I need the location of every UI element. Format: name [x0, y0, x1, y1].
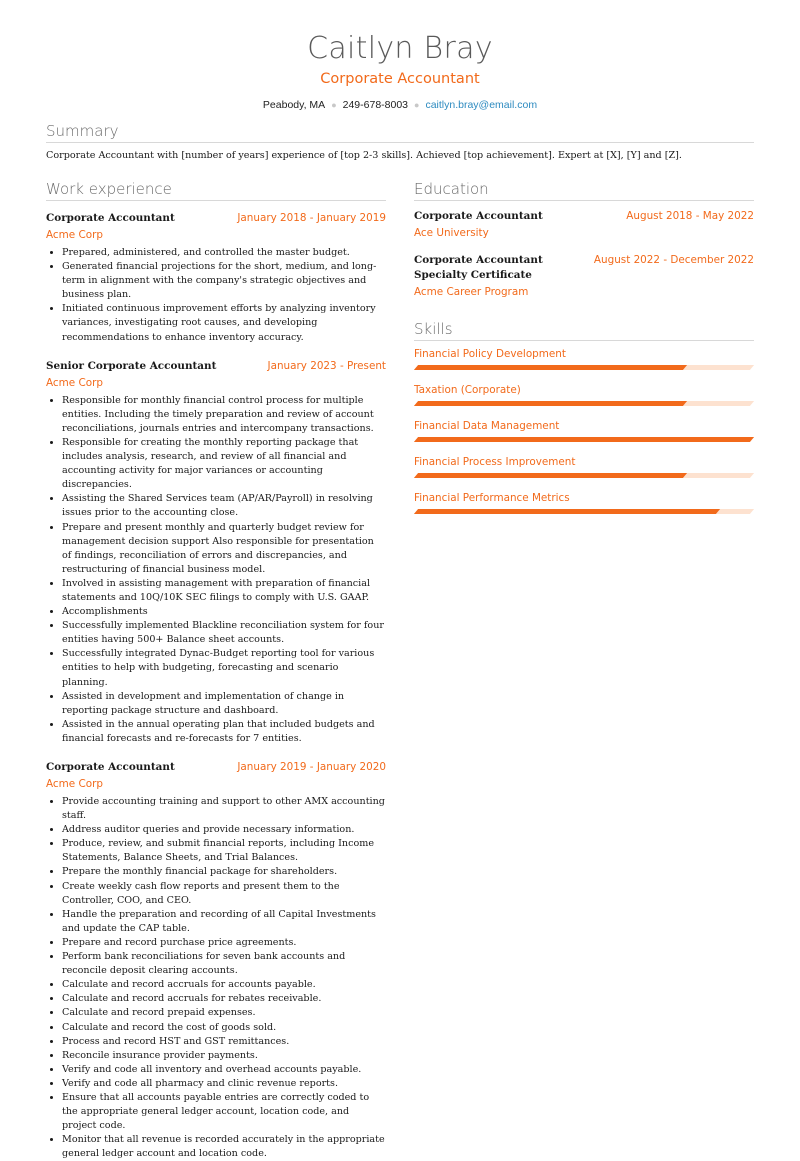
job-bullet: • Generated financial projections for the short, medium, and long-term in alignment with the company's strategic objectives and business plan. [62, 260, 386, 302]
education-title: Education [414, 180, 754, 201]
skill-entry [414, 347, 754, 370]
education-entry [414, 209, 754, 239]
job-bullet: • Prepare the monthly financial package for shareholders. [62, 865, 386, 879]
separator-dot-icon: ● [414, 100, 420, 110]
skill-level-bar [414, 437, 754, 442]
job-bullet: • Address auditor queries and provide necessary information. [62, 823, 386, 837]
job-bullet: • Successfully implemented Blackline reconciliation system for four entities having 500+ Balance sheet accounts. [62, 619, 386, 647]
job-bullet: • Successfully integrated Dynac-Budget reporting tool for various entities to help with budgeting, forecasting and scenario planning. [62, 647, 386, 689]
job-entry [46, 211, 386, 345]
job-bullet: • Verify and code all pharmacy and clinic revenue reports. [62, 1077, 386, 1091]
right-column [414, 180, 754, 514]
job-bullet: • Prepared, administered, and controlled the master budget. [62, 246, 386, 260]
job-bullet-list [46, 795, 386, 1161]
work-experience-column [46, 180, 386, 1161]
skill-level-bar [414, 401, 754, 406]
job-header [46, 760, 386, 774]
skill-level-bar [414, 509, 754, 514]
job-header [46, 359, 386, 373]
skill-entry [414, 383, 754, 406]
skill-name: Financial Data Management [414, 420, 560, 432]
job-bullet: • Calculate and record accruals for rebates receivable. [62, 992, 386, 1006]
skills-title: Skills [414, 320, 754, 341]
job-date: January 2018 - January 2019 [237, 212, 386, 224]
summary-section [46, 122, 754, 163]
skill-name: Financial Policy Development [414, 348, 566, 360]
job-bullet: • Provide accounting training and support to other AMX accounting staff. [62, 795, 386, 823]
education-institution: Acme Career Program [414, 286, 529, 298]
skills-list [414, 347, 754, 514]
skill-level-fill [414, 473, 687, 478]
candidate-name: Caitlyn Bray [307, 31, 493, 66]
job-bullet: • Responsible for monthly financial control process for multiple entities. Including the timely preparation and review of account reconciliations, journals entries and intercompany transactions. [62, 394, 386, 436]
work-experience-title: Work experience [46, 180, 386, 201]
job-title: Senior Corporate Accountant [46, 359, 217, 372]
job-bullet: • Perform bank reconciliations for seven bank accounts and reconcile deposit clearing accounts. [62, 950, 386, 978]
job-bullet: • Initiated continuous improvement efforts by analyzing inventory variances, investigating root causes, and developing recommendations to enhance inventory accuracy. [62, 302, 386, 344]
job-bullet: • Create weekly cash flow reports and present them to the Controller, COO, and CEO. [62, 880, 386, 908]
job-bullet: • Assisted in development and implementation of change in reporting package structure and dashboard. [62, 690, 386, 718]
job-company: Acme Corp [46, 229, 103, 241]
job-bullet: • Monitor that all revenue is recorded accurately in the appropriate general ledger account and location code. [62, 1133, 386, 1161]
job-bullet: • Verify and code all inventory and overhead accounts payable. [62, 1063, 386, 1077]
job-bullet: • Produce, review, and submit financial reports, including Income Statements, Balance Sheets, and Trial Balances. [62, 837, 386, 865]
job-bullet: • Accomplishments [62, 605, 386, 619]
job-list [46, 211, 386, 1161]
skill-entry [414, 455, 754, 478]
education-date: August 2018 - May 2022 [626, 210, 754, 222]
job-bullet-list [46, 394, 386, 746]
skill-level-bar [414, 473, 754, 478]
job-bullet: • Prepare and present monthly and quarterly budget review for management decision support Also responsible for presentation of findings, reconciliation of errors and discrepancies, and restructuring of financial business model. [62, 521, 386, 577]
resume-header [0, 0, 800, 112]
skill-name: Financial Process Improvement [414, 456, 576, 468]
education-date: August 2022 - December 2022 [593, 254, 754, 266]
education-header [414, 253, 754, 283]
skill-level-fill [414, 365, 687, 370]
education-institution: Ace University [414, 227, 489, 239]
education-title-text: Corporate Accountant [414, 210, 543, 222]
job-company: Acme Corp [46, 778, 103, 790]
job-bullet-list [46, 246, 386, 345]
candidate-role: Corporate Accountant [320, 71, 480, 87]
job-header [46, 211, 386, 225]
skill-level-fill [414, 401, 687, 406]
contact-phone: 249-678-8003 [342, 99, 409, 111]
education-entry [414, 253, 754, 298]
job-bullet: • Calculate and record prepaid expenses. [62, 1006, 386, 1020]
job-bullet: • Prepare and record purchase price agreements. [62, 936, 386, 950]
job-bullet: • Calculate and record accruals for accounts payable. [62, 978, 386, 992]
skill-level-bar [414, 365, 754, 370]
job-entry [46, 760, 386, 1161]
job-bullet: • Calculate and record the cost of goods sold. [62, 1021, 386, 1035]
skill-level-fill [414, 437, 754, 442]
job-company: Acme Corp [46, 376, 103, 389]
education-title-text: Corporate Accountant Specialty Certificate [414, 254, 543, 281]
skill-entry [414, 491, 754, 514]
skill-name: Financial Performance Metrics [414, 492, 570, 504]
job-bullet: • Process and record HST and GST remittances. [62, 1035, 386, 1049]
separator-dot-icon: ● [331, 100, 337, 110]
contact-location: Peabody, MA [262, 99, 326, 111]
job-bullet: • Assisting the Shared Services team (AP/AR/Payroll) in resolving issues prior to the accounting close. [62, 492, 386, 520]
skill-name: Taxation (Corporate) [414, 384, 521, 396]
skill-entry [414, 419, 754, 442]
summary-title: Summary [46, 122, 754, 143]
education-section [414, 180, 754, 298]
contact-line [0, 98, 800, 112]
job-bullet: • Responsible for creating the monthly reporting package that includes analysis, research, and review of all financial and accounting activity for major variances or accounting discrepancies. [62, 436, 386, 492]
job-bullet: • Ensure that all accounts payable entries are correctly coded to the appropriate general ledger account, location code, and project code. [62, 1091, 386, 1133]
job-date: January 2023 - Present [267, 359, 386, 372]
job-date: January 2019 - January 2020 [237, 761, 386, 773]
job-title: Corporate Accountant [46, 212, 175, 224]
summary-text: Corporate Accountant with [number of years] experience of [top 2-3 skills]. Achieved [top achievement]. Expert at [X], [Y] and [Z]. [46, 150, 682, 161]
job-bullet: • Assisted in the annual operating plan that included budgets and financial forecasts and re-forecasts for 7 entities. [62, 718, 386, 746]
job-bullet: • Handle the preparation and recording of all Capital Investments and update the CAP table. [62, 908, 386, 936]
contact-email-link[interactable]: caitlyn.bray@email.com [425, 99, 538, 111]
skill-level-fill [414, 509, 721, 514]
job-entry [46, 359, 386, 746]
job-bullet: • Involved in assisting management with preparation of financial statements and 10Q/10K SEC filings to comply with U.S. GAAP. [62, 577, 386, 605]
education-list [414, 209, 754, 298]
job-title: Corporate Accountant [46, 761, 175, 773]
job-bullet: • Reconcile insurance provider payments. [62, 1049, 386, 1063]
skills-section [414, 320, 754, 514]
education-header [414, 209, 754, 224]
